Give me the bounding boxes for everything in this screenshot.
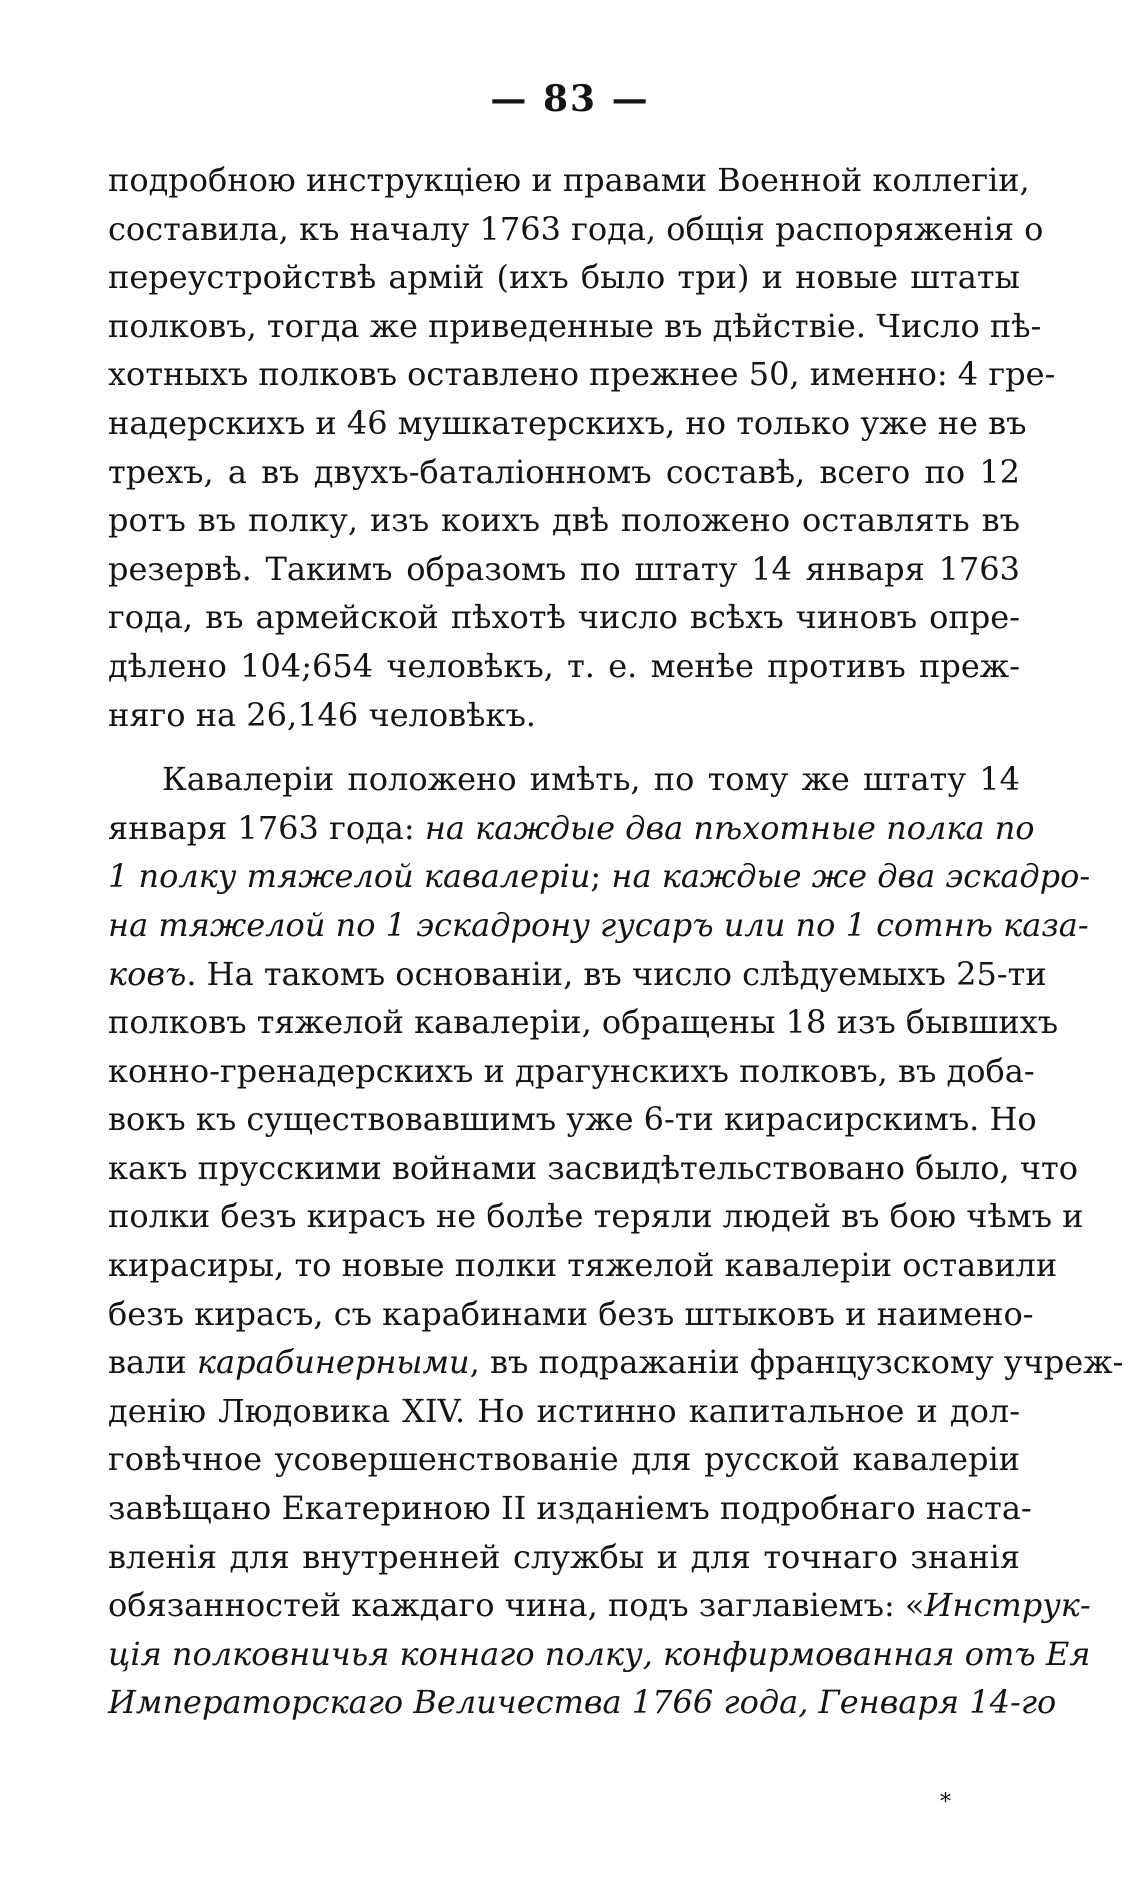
text-line: надерскихъ и 46 мушкатерскихъ, но только уже не въ: [108, 403, 1027, 442]
text-run: , въ подражаніи французскому учреж-: [469, 1343, 1124, 1382]
paragraph-gap: [108, 739, 1020, 755]
text-line: полки безъ кирасъ не болѣе теряли людей въ бою чѣмъ и: [108, 1197, 1084, 1236]
text-line: Императорскаго Величества 1766 года, Генваря 14-го: [108, 1683, 1057, 1722]
text-run: обязанностей каждаго чина, подъ заглавіемъ: «: [108, 1586, 925, 1625]
text-line: хотныхъ полковъ оставлено прежнее 50, именно: 4 гре-: [108, 355, 1056, 394]
italic-run: ковъ: [108, 954, 187, 993]
paragraph-1: [108, 156, 1056, 739]
text-line: [108, 804, 1035, 853]
text-line: составила, къ началу 1763 года, общія распоряженія о: [108, 209, 1044, 248]
text-line: говѣчное усовершенствованіе для русской кавалеріи: [108, 1440, 1020, 1479]
italic-run: Инструк-: [924, 1586, 1091, 1625]
text-line: подробною инструкціею и правами Военной коллегіи,: [108, 161, 1030, 199]
text-line: [108, 950, 1047, 999]
text-line: на тяжелой по 1 эскадрону гусаръ или по 1 сотнѣ каза-: [108, 905, 1089, 944]
text-line: конно-гренадерскихъ и драгунскихъ полковъ, въ доба-: [108, 1051, 1035, 1090]
text-line: переустройствѣ армій (ихъ было три) и новые штаты: [108, 258, 1020, 297]
text-line: безъ кирасъ, съ карабинами безъ штыковъ и наименo-: [108, 1294, 1034, 1333]
text-line: какъ прусскими войнами засвидѣтельствовано было, что: [108, 1148, 1078, 1187]
text-run: ;: [590, 857, 612, 896]
text-line: ротъ въ полку, изъ коихъ двѣ положено оставлять въ: [108, 501, 1020, 540]
text-line: полковъ тяжелой кавалеріи, обращены 18 изъ бывшихъ: [108, 1003, 1059, 1042]
text-line: дѣлено 104;654 человѣкъ, т. е. менѣе противъ преж-: [108, 646, 1020, 685]
italic-run: на каждые же два эскадро-: [611, 857, 1091, 896]
italic-run: карабинерными: [196, 1343, 470, 1382]
body-text: [108, 156, 1124, 1727]
text-line: ція полковничья коннаго полку, конфирмованная отъ Ея: [108, 1634, 1091, 1673]
text-line: вокъ къ существовавшимъ уже 6-ти кирасирскимъ. Но: [108, 1100, 1037, 1139]
text-line: няго на 26,146 человѣкъ.: [108, 695, 536, 734]
text-line: трехъ, а въ двухъ-баталіонномъ составѣ, всего по 12: [108, 452, 1020, 491]
text-line: [108, 1581, 1091, 1630]
italic-run: 1 полку тяжелой кавалеріи: [108, 857, 591, 896]
text-line: [108, 1338, 1124, 1387]
text-line: Кавалеріи положено имѣть, по тому же штату 14: [162, 760, 1020, 799]
text-line: [108, 852, 1091, 901]
text-run: января 1763 года:: [108, 808, 425, 847]
page-number: — 83 —: [490, 78, 650, 120]
text-run: вали: [108, 1343, 197, 1382]
text-line: вленія для внутренней службы и для точнаго знанія: [108, 1537, 1020, 1576]
text-line: кирасиры, то новые полки тяжелой кавалеріи оставили: [108, 1246, 1058, 1285]
text-line: года, въ армейской пѣхотѣ число всѣхъ чиновъ опре-: [108, 598, 1020, 637]
paragraph-2: [108, 755, 1124, 1727]
text-line: полковъ, тогда же приведенные въ дѣйствіе. Число пѣ-: [108, 306, 1042, 345]
text-line: завѣщано Екатериною II изданіемъ подробнаго наста-: [108, 1489, 1032, 1528]
italic-run: на каждые два пѣхотные полка по: [424, 808, 1035, 847]
text-line: денію Людовика XIV. Но истинно капитальное и дол-: [108, 1391, 1020, 1430]
text-line: резервѣ. Такимъ образомъ по штату 14 января 1763: [108, 549, 1020, 588]
footnote-mark: *: [940, 1790, 951, 1815]
text-run: . На такомъ основаніи, въ число слѣдуемыхъ 25-ти: [186, 954, 1047, 993]
